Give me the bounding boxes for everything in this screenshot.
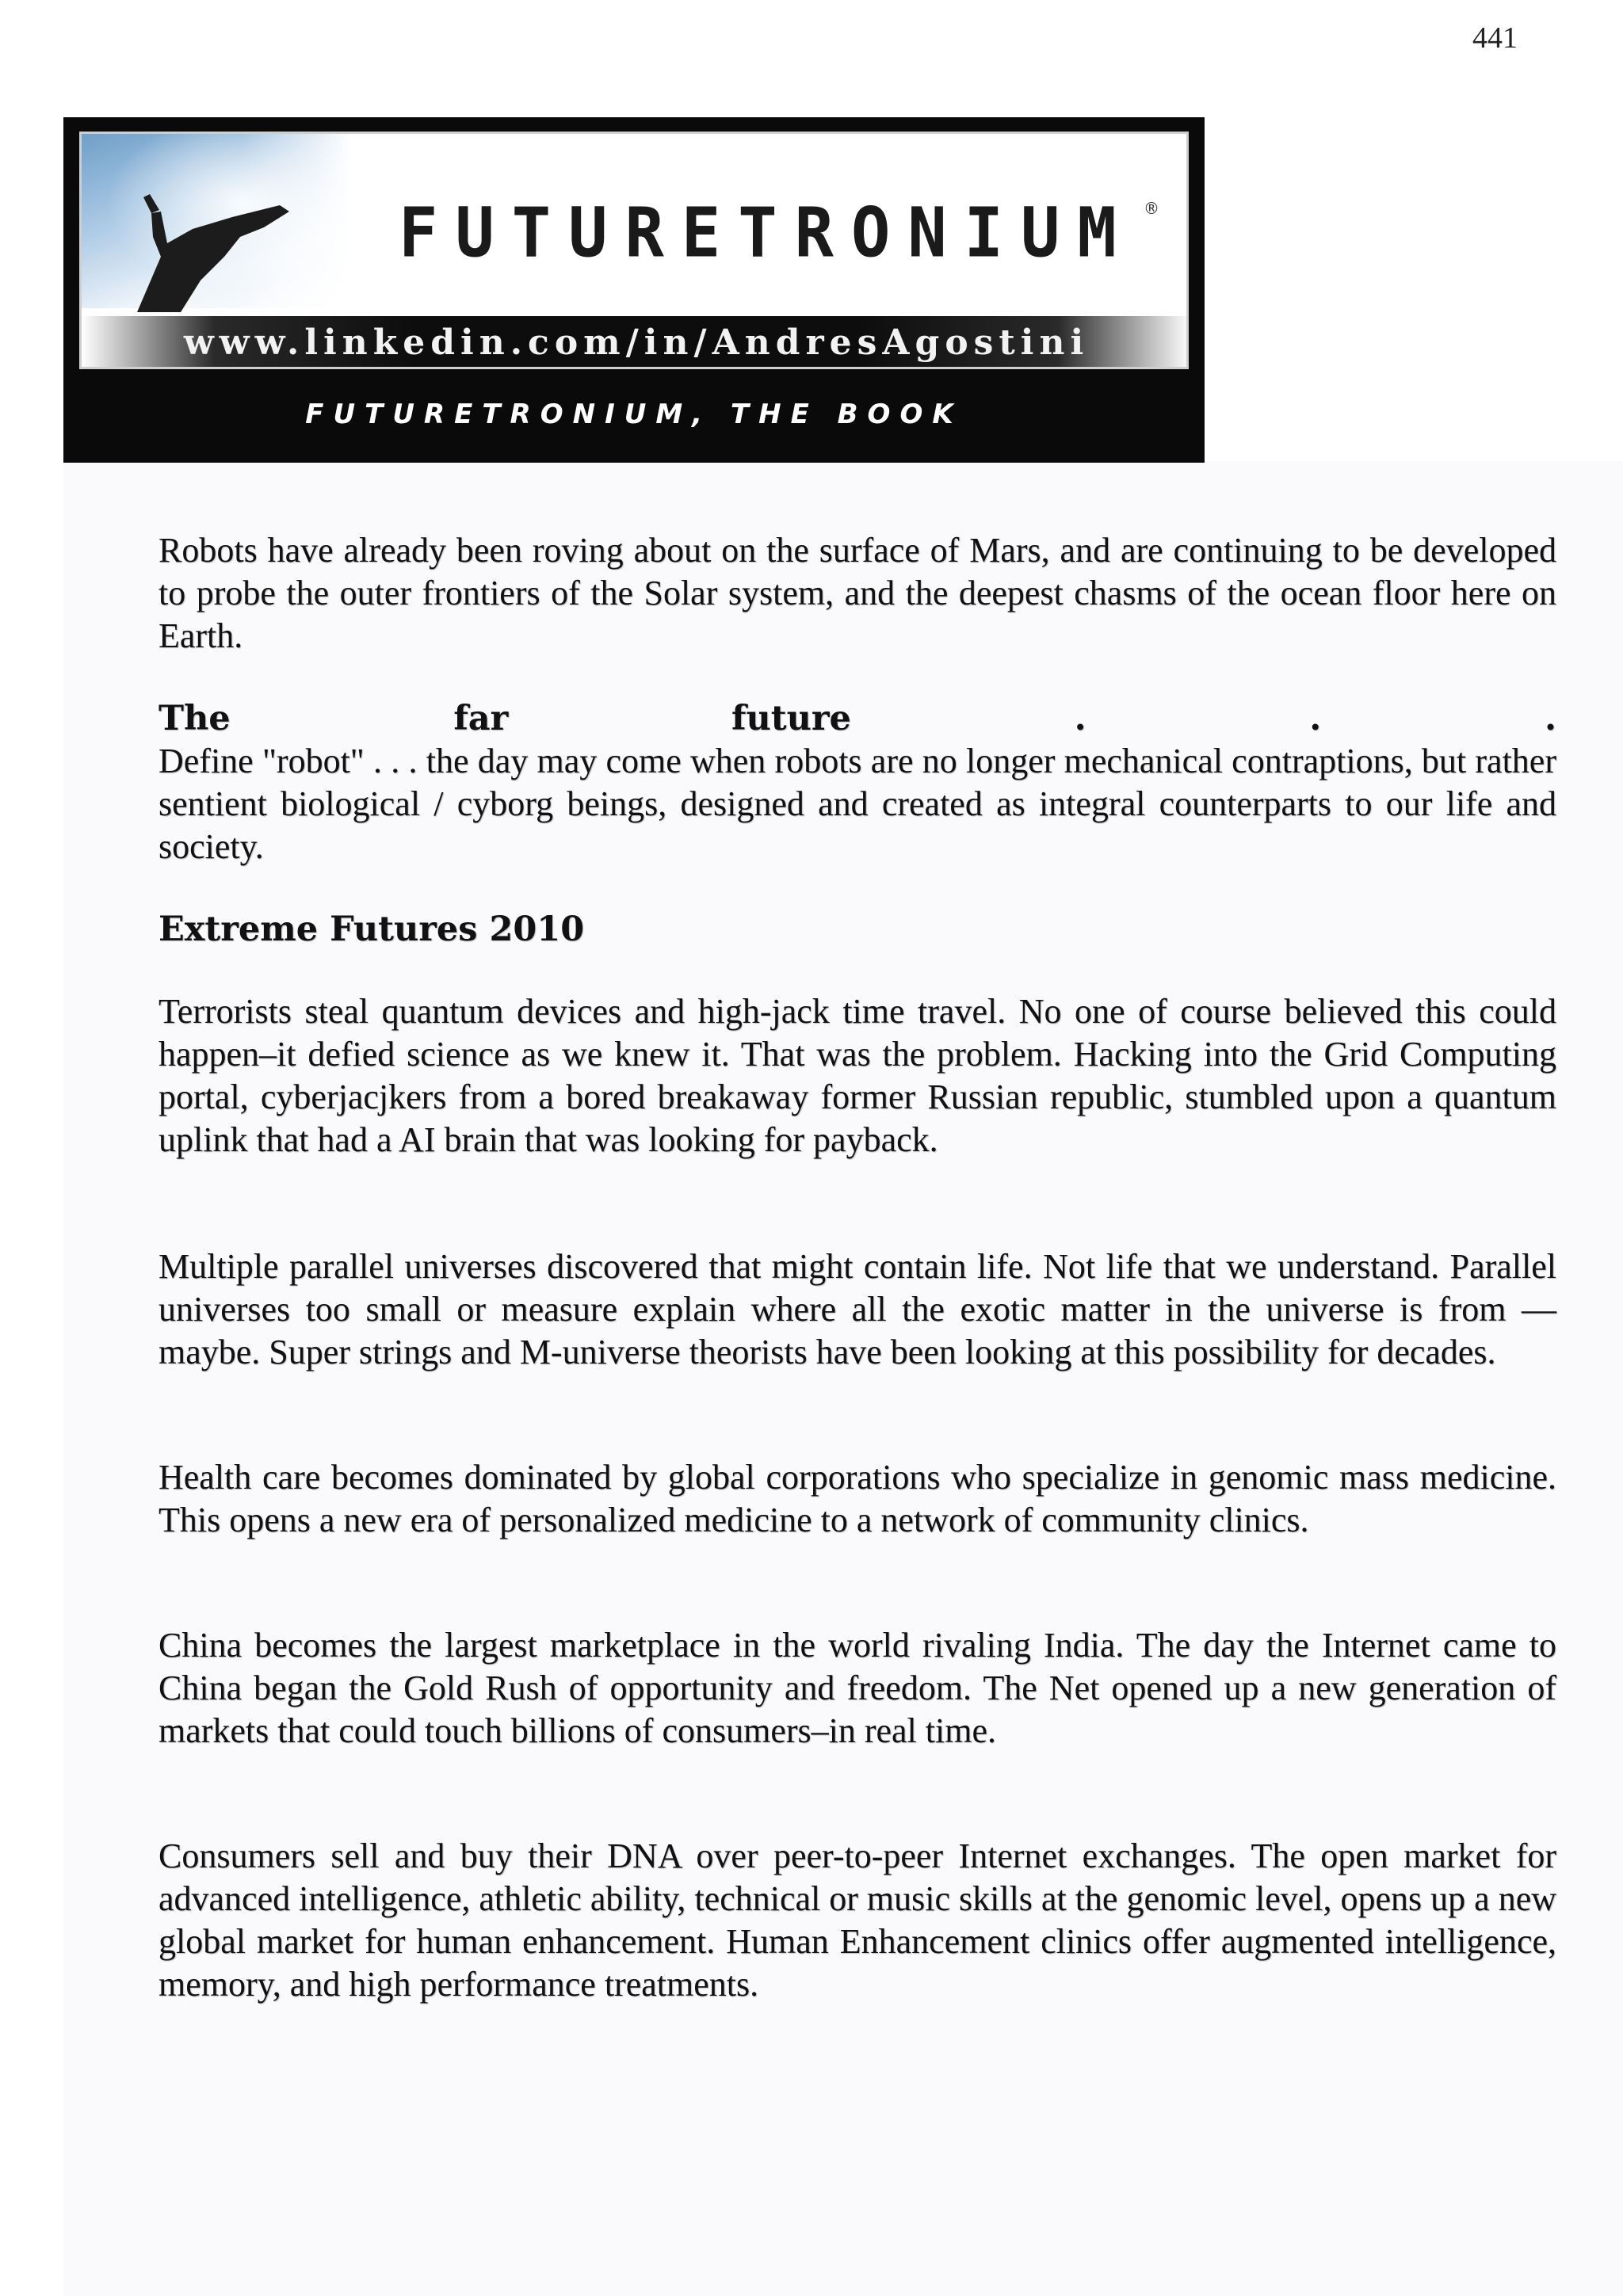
paragraph-consumers-dna bbox=[158, 1835, 1556, 2006]
far-future-paragraph bbox=[158, 740, 1556, 868]
heading-word: The bbox=[158, 699, 231, 738]
heading-word: . bbox=[1309, 699, 1322, 738]
intro-paragraph bbox=[158, 529, 1556, 658]
paragraph-text: Terrorists steal quantum devices and high-jack time travel. No one of course believed this could happen–it defied science as we knew it. That was the problem. Hacking into the Grid Computing portal, cyberjacjkers from a bored breakaway former Russian republic, stumbled upon a quantum uplink that had a AI brain that was looking for payback. bbox=[158, 992, 1556, 1159]
book-subtitle: FUTURETRONIUM, THE BOOK bbox=[305, 399, 963, 430]
section-heading: Extreme Futures 2010 bbox=[158, 910, 585, 949]
url-strip bbox=[82, 316, 1189, 368]
paragraph-text: China becomes the largest marketplace in the world rivaling India. The day the Internet came to China began the Gold Rush of opportunity and freedom. The Net opened up a new generation of markets that could touch billions of consumers–in real time. bbox=[158, 1626, 1556, 1750]
paragraph-text: Multiple parallel universes discovered that might contain life. Not life that we understand. Parallel universes too small or measure explain where all the exotic matter in the universe is from — maybe. Super strings and M-universe theorists have been looking at this possibility for decades. bbox=[158, 1247, 1556, 1371]
linkedin-url[interactable]: www.linkedin.com/in/AndresAgostini bbox=[183, 322, 1090, 363]
heading-word: far bbox=[453, 699, 509, 738]
futuretronium-banner bbox=[63, 117, 1205, 463]
paragraph-text: Define "robot" . . . the day may come when robots are no longer mechanical contraptions, but rather sentient biological / cyborg beings, designed and created as integral counterparts to our life and society. bbox=[158, 742, 1556, 866]
reaching-hand-icon bbox=[105, 181, 296, 316]
heading-word: . bbox=[1074, 699, 1086, 738]
heading-word: future bbox=[731, 699, 851, 738]
paragraph-parallel-universes bbox=[158, 1245, 1556, 1374]
registered-mark: ® bbox=[1144, 199, 1159, 218]
paragraph-terrorists bbox=[158, 990, 1556, 1161]
page-number: 441 bbox=[1472, 21, 1518, 55]
paragraph-health-care bbox=[158, 1456, 1556, 1542]
paragraph-text: Robots have already been roving about on the surface of Mars, and are continuing to be developed to probe the outer frontiers of the Solar system, and the deepest chasms of the ocean floor here on Earth. bbox=[158, 531, 1556, 655]
paragraph-text: Health care becomes dominated by global corporations who specialize in genomic mass medicine. This opens a new era of personalized medicine to a network of community clinics. bbox=[158, 1458, 1556, 1539]
paragraph-text: Consumers sell and buy their DNA over peer-to-peer Internet exchanges. The open market for advanced intelligence, athletic ability, technical or music skills at the genomic level, opens up a new global market for human enhancement. Human Enhancement clinics offer augmented intelligence, memory, and high performance treatments. bbox=[158, 1836, 1556, 2004]
heading-word: . bbox=[1544, 699, 1556, 738]
brand-title: FUTURETRONIUM bbox=[399, 193, 1134, 273]
far-future-heading bbox=[158, 697, 1556, 740]
banner-frame bbox=[79, 132, 1189, 369]
paragraph-china bbox=[158, 1624, 1556, 1753]
